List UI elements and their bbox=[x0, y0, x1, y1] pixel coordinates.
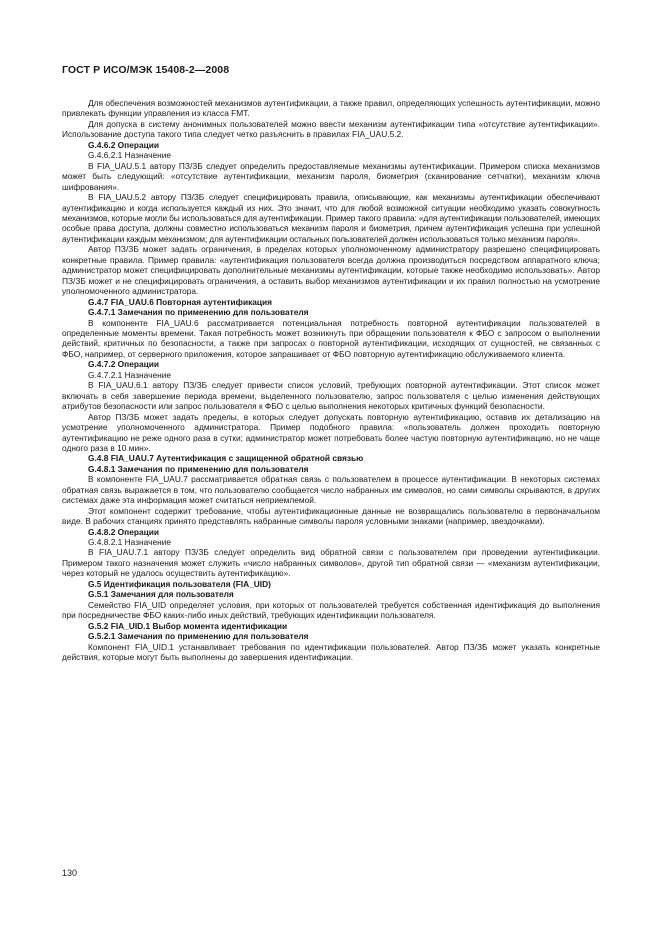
paragraph: Компонент FIA_UID.1 устанавливает требования по идентификации пользователей. Автор ПЗ/ЗБ может указать конкретные действия, которые могут быть выполнены до завершения идентификации. bbox=[62, 641, 600, 663]
paragraph: В FIA_UAU.5.1 автору ПЗ/ЗБ следует определить предоставляемые механизмы аутентификации. Примером списка механизмов может быть следующий: «отсутствие аутентификации, механизм пароля, биометрия (сканирование сетчатки), механизм ключа шифрования». bbox=[62, 160, 600, 192]
section-heading: G.4.7.1 Замечания по применению для пользователя bbox=[88, 307, 309, 318]
section-heading: G.4.6.2 Операции bbox=[88, 139, 159, 150]
subsection-label: G.4.7.2.1 Назначение bbox=[88, 369, 172, 380]
section-heading: G.4.8.1 Замечания по применению для пользователя bbox=[88, 463, 309, 474]
paragraph: Семейство FIA_UID определяет условия, при которых от пользователей требуется собственная идентификация до выполнения при посредничестве ФБО каких-либо иных действий, требующих идентификации пользователя. bbox=[62, 599, 600, 621]
section-heading: G.4.7.2 Операции bbox=[88, 359, 159, 370]
section-heading: G.4.8 FIA_UAU.7 Аутентификация с защищенной обратной связью bbox=[88, 453, 364, 464]
paragraph: В FIA_UAU.5.2 автору ПЗ/ЗБ следует специфицировать правила, описывающие, как механизмы аутентификации обеспечивают аутентификацию и когда используется каждый из них. Это значит, что для любой возможной ситуации необходимо указать совокупность механизмов, которые могли бы использоваться для аутентификации. Пример такого правила: «для аутентификации пользователей, имеющих особые права доступа, должны совместно использоваться механизм пароля и биометрия, причем аутентификация успешна при успешной аутентификации каждым механизмом; для аутентификации остальных пользователей должен использоваться только механизм пароля». bbox=[62, 192, 600, 244]
paragraph: Автор ПЗ/ЗБ может задать ограничения, в пределах которых уполномоченному администратору разрешено специфицировать конкретные правила. Пример правила: «аутентификация пользователя всегда должна производиться посредством аппаратного ключа; администратор может специфицировать дополнительные механизмы аутентификации, которые также необходимо использовать». Автор ПЗ/ЗБ может и не специфицировать ограничения, а оставить выбор механизмов аутентификации и их правил полностью на усмотрение уполномоченного администратора. bbox=[62, 244, 600, 297]
paragraph: В FIA_UAU.7.1 автору ПЗ/ЗБ следует определить вид обратной связи с пользователем при проведении аутентификации. Примером такого назначения может служить «число набранных символов», другой тип обратной связи — «механизм аутентификации, через который не удалось осуществить аутентификацию». bbox=[62, 547, 600, 579]
page-number: 130 bbox=[62, 868, 78, 878]
paragraph: Для допуска в систему анонимных пользователей можно ввести механизм аутентификации типа «отсутствие аутентификации». Использование доступа такого типа следует четко разъяснить в правилах FIA_UAU.5.2. bbox=[62, 118, 600, 140]
paragraph: Для обеспечения возможностей механизмов аутентификации, а также правил, определяющих успешность аутентификации, можно привлекать функции управления из класса FMT. bbox=[62, 98, 600, 119]
subsection-label: G.4.6.2.1 Назначение bbox=[88, 150, 172, 161]
section-heading: G.4.8.2 Операции bbox=[88, 526, 159, 537]
section-heading: G.5.2.1 Замечания по применению для пользователя bbox=[88, 631, 309, 642]
section-heading: G.5.1 Замечания для пользователя bbox=[88, 589, 234, 600]
section-heading: G.4.7 FIA_UAU.6 Повторная аутентификация bbox=[88, 296, 273, 307]
section-heading: G.5.2 FIA_UID.1 Выбор момента идентификации bbox=[88, 620, 288, 631]
page-header: ГОСТ Р ИСО/МЭК 15408-2—2008 bbox=[62, 64, 230, 76]
document-body bbox=[62, 98, 600, 662]
paragraph: Автор ПЗ/ЗБ может задать пределы, в которых следует допускать повторную аутентификацию, оставив их детализацию на усмотрение уполномоченного администратора. Пример подобного правила: «пользователь должен проходить повторную аутентификацию не реже одного раза в сутки; администратор может потребовать более частую повторную аутентификацию, но не чаще одного раза в 10 мин». bbox=[62, 411, 600, 453]
section-heading: G.5 Идентификация пользователя (FIA_UID) bbox=[88, 578, 271, 589]
paragraph: Этот компонент содержит требование, чтобы аутентификационные данные не возвращались пользователю в первоначальном виде. В рабочих станциях принято представлять набранные символы пароля условными знаками (например, звездочками). bbox=[62, 505, 600, 527]
subsection-label: G.4.8.2.1 Назначение bbox=[88, 537, 172, 548]
paragraph: В FIA_UAU.6.1 автору ПЗ/ЗБ следует привести список условий, требующих повторной аутентификации. Этот список может включать в себя завершение периода времени, выделенного пользователю, запрос пользователя с целью изменения действующих атрибутов безопасности или запрос пользователя к ФБО с целью выполнения некоторых критичных функций безопасности. bbox=[62, 380, 600, 412]
paragraph: В компоненте FIA_UAU.6 рассматривается потенциальная потребность повторной аутентификации пользователей в определенные моменты времени. Такая потребность может возникнуть при обращении пользователя к ФБО с запросом о выполнении действий, критичных по безопасности, а также при запросах о повторной аутентификации, исходящих от сущностей, не связанных с ФБО, например, от серверного приложения, которое запрашивает от ФБО повторную аутентификацию обслуживаемого клиента. bbox=[62, 317, 600, 359]
paragraph: В компоненте FIA_UAU.7 рассматривается обратная связь с пользователем в процессе аутентификации. В некоторых системах обратная связь выражается в том, что пользователю сообщается число набранных им символов, но сами символы скрываются, в других системах даже эта информация может считаться неприемлемой. bbox=[62, 474, 600, 506]
